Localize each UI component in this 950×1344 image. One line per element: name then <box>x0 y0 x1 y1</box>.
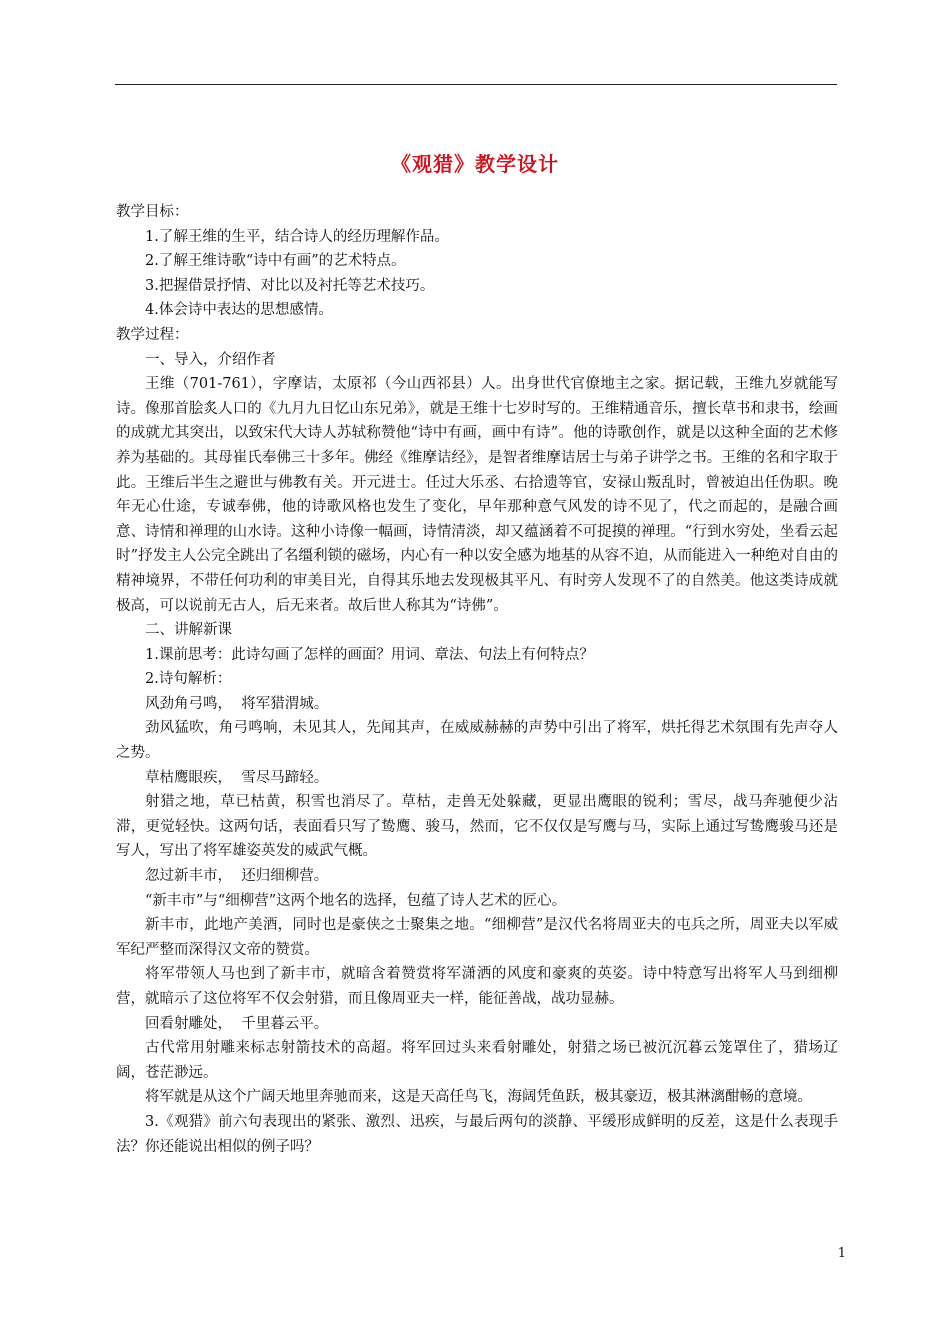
objective-item-2: 2.了解王维诗歌“诗中有画”的艺术特点。 <box>145 253 406 270</box>
objective-item-1: 1.了解王维的生平，结合诗人的经历理解作品。 <box>145 228 449 245</box>
header-rule <box>115 84 837 85</box>
verse-2-note: 射猎之地，草已枯黄，积雪也消尽了。草枯，走兽无处躲藏，更显出鹰眼的锐利；雪尽，战马奔驰便少沾滞，更觉轻快。这两句话，表面看只写了鸷鹰、骏马，然而，它不仅仅是写鹰与马，实际上通过写鸷鹰骏马还是写人，写出了将军雄姿英发的威武气概。 <box>116 794 838 860</box>
section1-heading: 一、导入，介绍作者 <box>145 351 276 368</box>
verse-3-note-3: 将军带领人马也到了新丰市，就暗含着赞赏将军潇洒的风度和豪爽的英姿。诗中特意写出将军人马到细柳营，就暗示了这位将军不仅会射猎，而且像周亚夫一样，能征善战，战功显赫。 <box>116 966 838 1007</box>
verse-4-note-2: 将军就是从这个广阔天地里奔驰而来，这是天高任鸟飞，海阔凭鱼跃，极其豪迈，极其淋漓酣畅的意境。 <box>145 1089 812 1106</box>
poem-verse-1: 风劲角弓鸣， 将军猎渭城。 <box>145 695 329 712</box>
poem-verse-2: 草枯鹰眼疾， 雪尽马蹄轻。 <box>145 769 329 786</box>
page-number: 1 <box>837 1246 846 1261</box>
poem-verse-3: 忽过新丰市， 还归细柳营。 <box>145 868 329 885</box>
pre-class-question: 1.课前思考：此诗勾画了怎样的画面？用词、章法、句法上有何特点？ <box>145 646 594 663</box>
verse-1-note: 劲风猛吹，角弓鸣响，未见其人，先闻其声，在威威赫赫的声势中引出了将军，烘托得艺术氛围有先声夺人之势。 <box>116 720 838 762</box>
contrast-technique-question: 3.《观猎》前六句表现出的紧张、激烈、迅疾，与最后两句的淡静、平缓形成鲜明的反差，这是什么表现手法？你还能说出相似的例子吗？ <box>116 1113 838 1155</box>
author-intro-paragraph: 王维（701-761），字摩诘，太原祁（今山西祁县）人。出身世代官僚地主之家。据记载，王维九岁就能写诗。像那首脍炙人口的《九月九日忆山东兄弟》，就是王维十七岁时写的。王维精通音乐，擅长草书和隶书，绘画的成就尤其突出，以致宋代大诗人苏轼称赞他“诗中有画，画中有诗”。他的诗歌创作，就是以这种全面的艺术修养为基础的。其母崔氏奉佛三十多年。佛经《维摩诘经》，是智者维摩诘居士与弟子讲学之书。王维的名和字取于此。王维后半生之避世与佛教有关。开元进士。任过大乐丞、右拾遗等官，安禄山叛乱时，曾被迫出任伪职。晚年无心仕途，专诚奉佛，他的诗歌风格也发生了变化，早年那种意气风发的诗不见了，代之而起的，是融合画意、诗情和禅理的山水诗。这种小诗像一幅画，诗情清淡，却又蕴涵着不可捉摸的禅理。“行到水穷处，坐看云起时”抒发主人公完全跳出了名缰利锁的磁场，内心有一种以安全感为地基的从容不迫，从而能进入一种绝对自由的精神境界，不带任何功利的审美目光，自得其乐地去发现极其平凡、有时旁人发现不了的自然美。他这类诗成就极高，可以说前无古人，后无来者。故后世人称其为“诗佛”。 <box>116 376 838 614</box>
document-body <box>116 200 838 1159</box>
objective-item-4: 4.体会诗中表达的思想感情。 <box>145 302 333 319</box>
analysis-heading: 2.诗句解析： <box>145 671 232 688</box>
verse-3-note-2: 新丰市，此地产美酒，同时也是豪侠之士聚集之地。“细柳营”是汉代名将周亚夫的屯兵之所，周亚夫以军威军纪严整而深得汉文帝的赞赏。 <box>116 917 838 958</box>
objective-item-3: 3.把握借景抒情、对比以及衬托等艺术技巧。 <box>145 277 435 294</box>
verse-3-note-1: “新丰市”与“细柳营”这两个地名的选择，包蕴了诗人艺术的匠心。 <box>145 892 567 909</box>
process-heading: 教学过程： <box>116 326 189 343</box>
poem-verse-4: 回看射雕处， 千里暮云平。 <box>145 1015 329 1032</box>
objectives-heading: 教学目标： <box>116 204 189 220</box>
section2-heading: 二、讲解新课 <box>145 622 232 639</box>
verse-4-note-1: 古代常用射雕来标志射箭技术的高超。将军回过头来看射雕处，射猎之场已被沉沉暮云笼罩住了，猎场辽阔，苍茫渺远。 <box>116 1040 838 1081</box>
document-title: 《观猎》教学设计 <box>391 152 559 176</box>
